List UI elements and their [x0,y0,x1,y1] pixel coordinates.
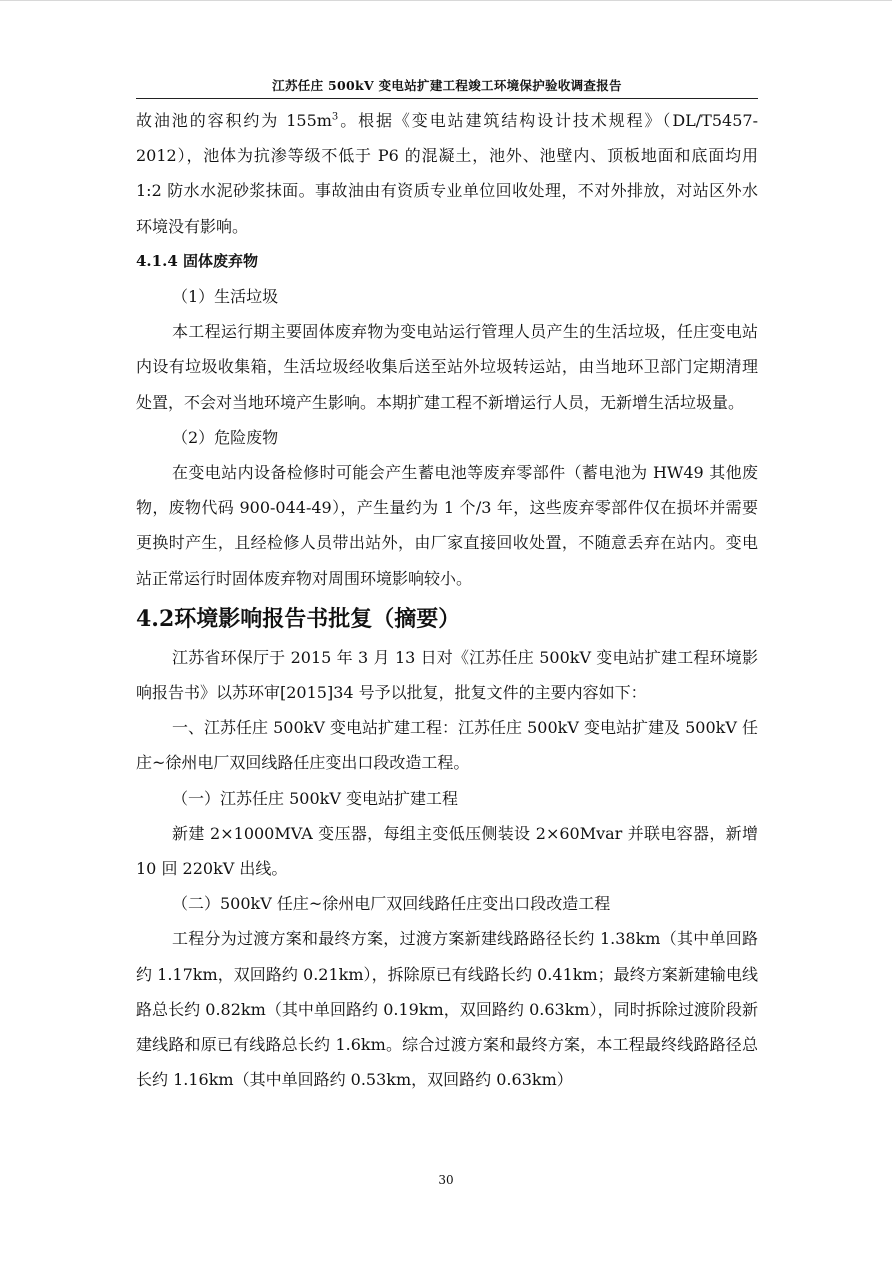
running-header: 江苏任庄 500kV 变电站扩建工程竣工环境保护验收调查报告 [272,78,622,93]
paragraph-substation-expansion: 新建 2×1000MVA 变压器，每组主变低压侧装设 2×60Mvar 并联电容器，新增 10 回 220kV 出线。 [136,823,758,879]
header-rule [136,98,758,99]
section-heading-4-2: 4.2环境影响报告书批复（摘要） [136,605,461,632]
subheading-line-renovation: （二）500kV 任庄~徐州电厂双回线路任庄变出口段改造工程 [172,894,611,914]
page-body [136,103,758,1097]
paragraph-hazardous-waste: 在变电站内设备检修时可能会产生蓄电池等废弃零部件（蓄电池为 HW49 其他废物，废物代码 900-044-49），产生量约为 1 个/3 年，这些废弃零部件仅在损坏并需要更换时产生，且经检修人员带出站外，由厂家直接回收处置，不随意丢弃在站内。变电站正常运行时固体废弃物对周围环境影响较小。 [136,463,758,588]
paragraph-approval-intro: 江苏省环保厅于 2015 年 3 月 13 日对《江苏任庄 500kV 变电站扩建工程环境影响报告书》以苏环审[2015]34 号予以批复，批复文件的主要内容如下： [136,647,758,703]
paragraph-project-overview: 一、江苏任庄 500kV 变电站扩建工程：江苏任庄 500kV 变电站扩建及 500kV 任庄~徐州电厂双回线路任庄变出口段改造工程。 [136,718,758,773]
paragraph-line-renovation: 工程分为过渡方案和最终方案，过渡方案新建线路路径长约 1.38km（其中单回路约 1.17km，双回路约 0.21km），拆除原已有线路长约 0.41km；最终方案新建输电线路总长约 0.82km（其中单回路约 0.19km，双回路约 0.63km），同时拆除过渡阶段新建线路和原已有线路总长约 1.6km。综合过渡方案和最终方案，本工程最终线路路径总长约 1.16km（其中单回路约 0.53km，双回路约 0.63km） [136,929,758,1090]
subheading-hazardous-waste: （2）危险废物 [172,427,279,447]
section-heading-4-1-4: 4.1.4 固体废弃物 [136,251,258,270]
subheading-domestic-waste: （1）生活垃圾 [172,287,279,307]
paragraph-oil-pit: 故油池的容积约为 $155m^3$。根据《变电站建筑结构设计技术规程》（DL/T5457-2012），池体为抗渗等级不低于 P6 的混凝土，池外、池壁内、顶板地面和底面均用 1:2 防水水泥砂浆抹面。事故油由有资质专业单位回收处理，不对外排放，对站区外水环境没有影响。 [136,111,758,236]
page-number: 30 [438,1173,454,1187]
subheading-substation-expansion: （一）江苏任庄 500kV 变电站扩建工程 [172,788,458,808]
paragraph-domestic-waste: 本工程运行期主要固体废弃物为变电站运行管理人员产生的生活垃圾，任庄变电站内设有垃圾收集箱，生活垃圾经收集后送至站外垃圾转运站，由当地环卫部门定期清理处置，不会对当地环境产生影响。本期扩建工程不新增运行人员，无新增生活垃圾量。 [136,322,758,412]
top-border [0,0,892,1]
